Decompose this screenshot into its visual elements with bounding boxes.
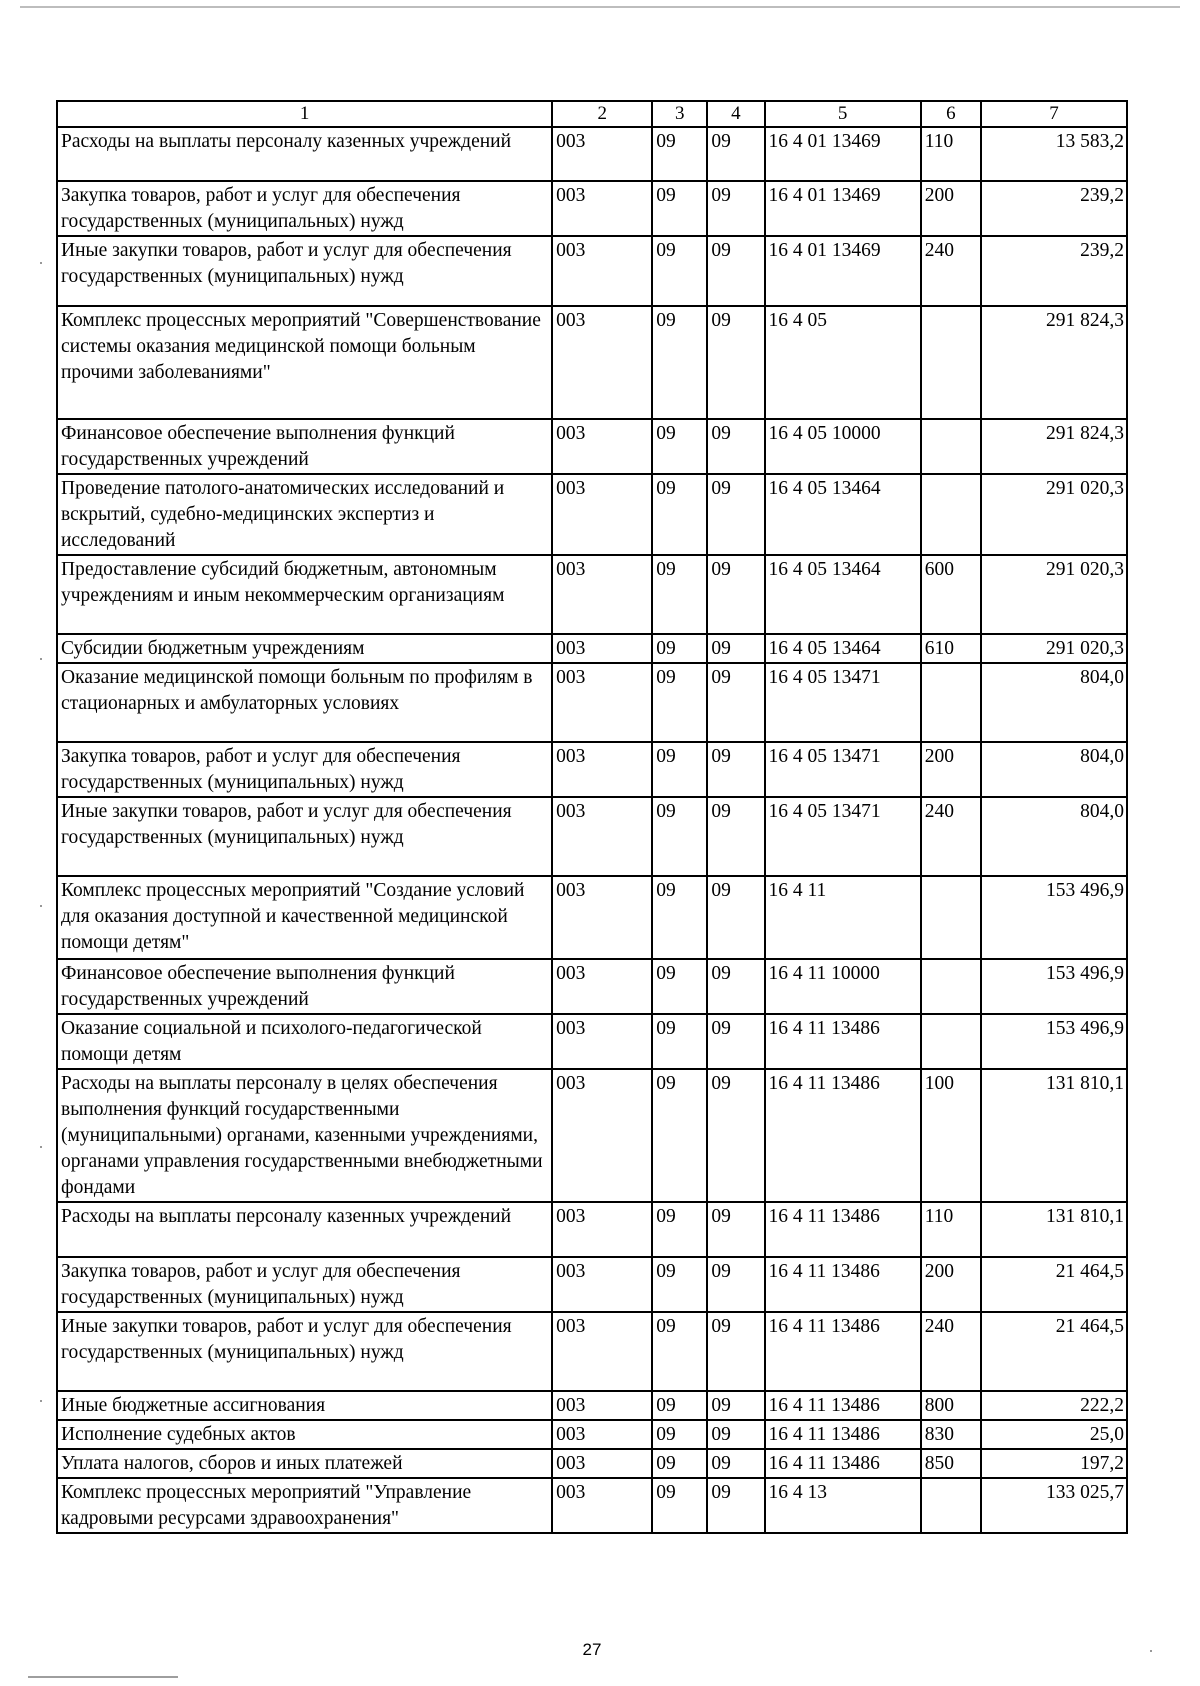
table-row — [57, 127, 1127, 181]
code-cell: 003 — [552, 474, 652, 555]
expense-type-cell — [921, 474, 981, 555]
target-article-cell: 16 4 01 13469 — [765, 236, 921, 306]
code-cell: 003 — [552, 634, 652, 663]
amount-cell: 153 496,9 — [981, 959, 1127, 1014]
table-row — [57, 181, 1127, 236]
subsection-cell: 09 — [707, 797, 764, 876]
section-cell: 09 — [652, 742, 707, 797]
amount-cell: 804,0 — [981, 742, 1127, 797]
table-row — [57, 663, 1127, 742]
row-description: Комплекс процессных мероприятий "Управление кадровыми ресурсами здравоохранения" — [57, 1478, 552, 1533]
section-cell: 09 — [652, 959, 707, 1014]
amount-cell: 153 496,9 — [981, 876, 1127, 959]
expense-type-cell: 100 — [921, 1069, 981, 1202]
amount-cell: 13 583,2 — [981, 127, 1127, 181]
subsection-cell: 09 — [707, 555, 764, 634]
section-cell: 09 — [652, 1420, 707, 1449]
expense-type-cell: 200 — [921, 181, 981, 236]
expense-type-cell — [921, 1014, 981, 1069]
subsection-cell: 09 — [707, 1202, 764, 1257]
code-cell: 003 — [552, 236, 652, 306]
expense-type-cell: 200 — [921, 1257, 981, 1312]
subsection-cell: 09 — [707, 1449, 764, 1478]
subsection-cell: 09 — [707, 663, 764, 742]
table-row — [57, 236, 1127, 306]
expense-type-cell: 240 — [921, 1312, 981, 1391]
subsection-cell: 09 — [707, 236, 764, 306]
scan-speck — [40, 1400, 42, 1402]
table-row — [57, 555, 1127, 634]
scan-speck — [40, 1146, 42, 1148]
subsection-cell: 09 — [707, 742, 764, 797]
row-description: Уплата налогов, сборов и иных платежей — [57, 1449, 552, 1478]
target-article-cell: 16 4 11 13486 — [765, 1312, 921, 1391]
amount-cell: 131 810,1 — [981, 1202, 1127, 1257]
code-cell: 003 — [552, 959, 652, 1014]
column-header-2: 2 — [552, 101, 652, 127]
subsection-cell: 09 — [707, 1312, 764, 1391]
target-article-cell: 16 4 11 13486 — [765, 1420, 921, 1449]
target-article-cell: 16 4 11 13486 — [765, 1257, 921, 1312]
subsection-cell: 09 — [707, 127, 764, 181]
row-description: Иные закупки товаров, работ и услуг для обеспечения государственных (муниципальных) нужд — [57, 1312, 552, 1391]
section-cell: 09 — [652, 1391, 707, 1420]
subsection-cell: 09 — [707, 1420, 764, 1449]
code-cell: 003 — [552, 127, 652, 181]
subsection-cell: 09 — [707, 634, 764, 663]
row-description: Комплекс процессных мероприятий "Создание условий для оказания доступной и качественной медицинской помощи детям" — [57, 876, 552, 959]
table-row — [57, 1069, 1127, 1202]
expense-type-cell — [921, 663, 981, 742]
amount-cell: 131 810,1 — [981, 1069, 1127, 1202]
section-cell: 09 — [652, 236, 707, 306]
row-description: Исполнение судебных актов — [57, 1420, 552, 1449]
row-description: Расходы на выплаты персоналу казенных учреждений — [57, 127, 552, 181]
section-cell: 09 — [652, 1478, 707, 1533]
code-cell: 003 — [552, 1202, 652, 1257]
expense-type-cell: 610 — [921, 634, 981, 663]
target-article-cell: 16 4 05 13464 — [765, 555, 921, 634]
section-cell: 09 — [652, 1202, 707, 1257]
scan-speck — [40, 905, 42, 907]
target-article-cell: 16 4 11 13486 — [765, 1391, 921, 1420]
row-description: Закупка товаров, работ и услуг для обеспечения государственных (муниципальных) нужд — [57, 742, 552, 797]
amount-cell: 239,2 — [981, 181, 1127, 236]
section-cell: 09 — [652, 306, 707, 419]
row-description: Расходы на выплаты персоналу в целях обеспечения выполнения функций государственными (муниципальными) органами, казенными учреждениями, органами управления государственными внебюджетными фондами — [57, 1069, 552, 1202]
scan-border-top — [20, 6, 1180, 8]
target-article-cell: 16 4 11 13486 — [765, 1069, 921, 1202]
column-header-1: 1 — [57, 101, 552, 127]
row-description: Предоставление субсидий бюджетным, автономным учреждениям и иным некоммерческим организациям — [57, 555, 552, 634]
expense-type-cell — [921, 306, 981, 419]
amount-cell: 197,2 — [981, 1449, 1127, 1478]
expense-type-cell: 850 — [921, 1449, 981, 1478]
table-row — [57, 1257, 1127, 1312]
section-cell: 09 — [652, 876, 707, 959]
table-row — [57, 1391, 1127, 1420]
subsection-cell: 09 — [707, 959, 764, 1014]
target-article-cell: 16 4 05 — [765, 306, 921, 419]
section-cell: 09 — [652, 663, 707, 742]
section-cell: 09 — [652, 127, 707, 181]
table-body — [57, 101, 1127, 1533]
table-row — [57, 634, 1127, 663]
expense-type-cell: 240 — [921, 797, 981, 876]
target-article-cell: 16 4 05 13464 — [765, 634, 921, 663]
section-cell: 09 — [652, 555, 707, 634]
row-description: Иные бюджетные ассигнования — [57, 1391, 552, 1420]
row-description: Оказание социальной и психолого-педагогической помощи детям — [57, 1014, 552, 1069]
amount-cell: 291 824,3 — [981, 306, 1127, 419]
table-row — [57, 1312, 1127, 1391]
expense-type-cell: 110 — [921, 127, 981, 181]
code-cell: 003 — [552, 742, 652, 797]
amount-cell: 804,0 — [981, 663, 1127, 742]
expense-type-cell: 240 — [921, 236, 981, 306]
header-row — [57, 101, 1127, 127]
section-cell: 09 — [652, 1312, 707, 1391]
row-description: Финансовое обеспечение выполнения функций государственных учреждений — [57, 419, 552, 474]
code-cell: 003 — [552, 1420, 652, 1449]
row-description: Иные закупки товаров, работ и услуг для обеспечения государственных (муниципальных) нужд — [57, 797, 552, 876]
target-article-cell: 16 4 11 13486 — [765, 1202, 921, 1257]
code-cell: 003 — [552, 1069, 652, 1202]
table-row — [57, 306, 1127, 419]
row-description: Иные закупки товаров, работ и услуг для обеспечения государственных (муниципальных) нужд — [57, 236, 552, 306]
subsection-cell: 09 — [707, 1014, 764, 1069]
amount-cell: 291 824,3 — [981, 419, 1127, 474]
code-cell: 003 — [552, 181, 652, 236]
code-cell: 003 — [552, 797, 652, 876]
expense-type-cell — [921, 419, 981, 474]
subsection-cell: 09 — [707, 306, 764, 419]
row-description: Расходы на выплаты персоналу казенных учреждений — [57, 1202, 552, 1257]
row-description: Закупка товаров, работ и услуг для обеспечения государственных (муниципальных) нужд — [57, 181, 552, 236]
amount-cell: 291 020,3 — [981, 555, 1127, 634]
code-cell: 003 — [552, 876, 652, 959]
expense-type-cell — [921, 959, 981, 1014]
code-cell: 003 — [552, 1014, 652, 1069]
section-cell: 09 — [652, 1257, 707, 1312]
section-cell: 09 — [652, 181, 707, 236]
section-cell: 09 — [652, 634, 707, 663]
amount-cell: 291 020,3 — [981, 634, 1127, 663]
column-header-7: 7 — [981, 101, 1127, 127]
table-row — [57, 797, 1127, 876]
amount-cell: 239,2 — [981, 236, 1127, 306]
target-article-cell: 16 4 13 — [765, 1478, 921, 1533]
target-article-cell: 16 4 05 13471 — [765, 663, 921, 742]
table-row — [57, 1014, 1127, 1069]
subsection-cell: 09 — [707, 1391, 764, 1420]
amount-cell: 153 496,9 — [981, 1014, 1127, 1069]
expense-type-cell: 200 — [921, 742, 981, 797]
table-row — [57, 959, 1127, 1014]
table-row — [57, 1202, 1127, 1257]
code-cell: 003 — [552, 1449, 652, 1478]
amount-cell: 133 025,7 — [981, 1478, 1127, 1533]
section-cell: 09 — [652, 474, 707, 555]
code-cell: 003 — [552, 555, 652, 634]
subsection-cell: 09 — [707, 474, 764, 555]
target-article-cell: 16 4 11 — [765, 876, 921, 959]
table-row — [57, 876, 1127, 959]
table-row — [57, 1478, 1127, 1533]
expense-type-cell: 600 — [921, 555, 981, 634]
section-cell: 09 — [652, 1014, 707, 1069]
amount-cell: 291 020,3 — [981, 474, 1127, 555]
amount-cell: 21 464,5 — [981, 1312, 1127, 1391]
target-article-cell: 16 4 05 13471 — [765, 742, 921, 797]
expense-type-cell — [921, 1478, 981, 1533]
code-cell: 003 — [552, 1478, 652, 1533]
section-cell: 09 — [652, 1069, 707, 1202]
code-cell: 003 — [552, 419, 652, 474]
target-article-cell: 16 4 05 10000 — [765, 419, 921, 474]
section-cell: 09 — [652, 1449, 707, 1478]
expense-type-cell: 830 — [921, 1420, 981, 1449]
target-article-cell: 16 4 05 13464 — [765, 474, 921, 555]
row-description: Комплекс процессных мероприятий "Совершенствование системы оказания медицинской помощи больным прочими заболеваниями" — [57, 306, 552, 419]
table-row — [57, 419, 1127, 474]
table-row — [57, 1420, 1127, 1449]
column-header-4: 4 — [707, 101, 764, 127]
code-cell: 003 — [552, 1312, 652, 1391]
target-article-cell: 16 4 11 13486 — [765, 1014, 921, 1069]
subsection-cell: 09 — [707, 1257, 764, 1312]
amount-cell: 25,0 — [981, 1420, 1127, 1449]
column-header-3: 3 — [652, 101, 707, 127]
section-cell: 09 — [652, 797, 707, 876]
row-description: Закупка товаров, работ и услуг для обеспечения государственных (муниципальных) нужд — [57, 1257, 552, 1312]
table-row — [57, 1449, 1127, 1478]
expense-type-cell — [921, 876, 981, 959]
scan-border-bottom — [28, 1676, 178, 1678]
column-header-6: 6 — [921, 101, 981, 127]
code-cell: 003 — [552, 663, 652, 742]
target-article-cell: 16 4 11 13486 — [765, 1449, 921, 1478]
table-row — [57, 742, 1127, 797]
table-row — [57, 474, 1127, 555]
scan-speck — [1150, 1650, 1152, 1652]
column-header-5: 5 — [765, 101, 921, 127]
code-cell: 003 — [552, 1257, 652, 1312]
subsection-cell: 09 — [707, 1069, 764, 1202]
section-cell: 09 — [652, 419, 707, 474]
subsection-cell: 09 — [707, 876, 764, 959]
expense-type-cell: 110 — [921, 1202, 981, 1257]
subsection-cell: 09 — [707, 1478, 764, 1533]
budget-table — [56, 100, 1128, 1534]
code-cell: 003 — [552, 306, 652, 419]
subsection-cell: 09 — [707, 181, 764, 236]
subsection-cell: 09 — [707, 419, 764, 474]
target-article-cell: 16 4 11 10000 — [765, 959, 921, 1014]
scan-speck — [40, 658, 42, 660]
code-cell: 003 — [552, 1391, 652, 1420]
row-description: Финансовое обеспечение выполнения функций государственных учреждений — [57, 959, 552, 1014]
scan-speck — [40, 262, 42, 264]
amount-cell: 804,0 — [981, 797, 1127, 876]
target-article-cell: 16 4 01 13469 — [765, 181, 921, 236]
page-number: 27 — [582, 1640, 602, 1659]
expense-type-cell: 800 — [921, 1391, 981, 1420]
row-description: Субсидии бюджетным учреждениям — [57, 634, 552, 663]
row-description: Оказание медицинской помощи больным по профилям в стационарных и амбулаторных условиях — [57, 663, 552, 742]
target-article-cell: 16 4 01 13469 — [765, 127, 921, 181]
amount-cell: 21 464,5 — [981, 1257, 1127, 1312]
row-description: Проведение патолого-анатомических исследований и вскрытий, судебно-медицинских экспертиз и исследований — [57, 474, 552, 555]
target-article-cell: 16 4 05 13471 — [765, 797, 921, 876]
amount-cell: 222,2 — [981, 1391, 1127, 1420]
